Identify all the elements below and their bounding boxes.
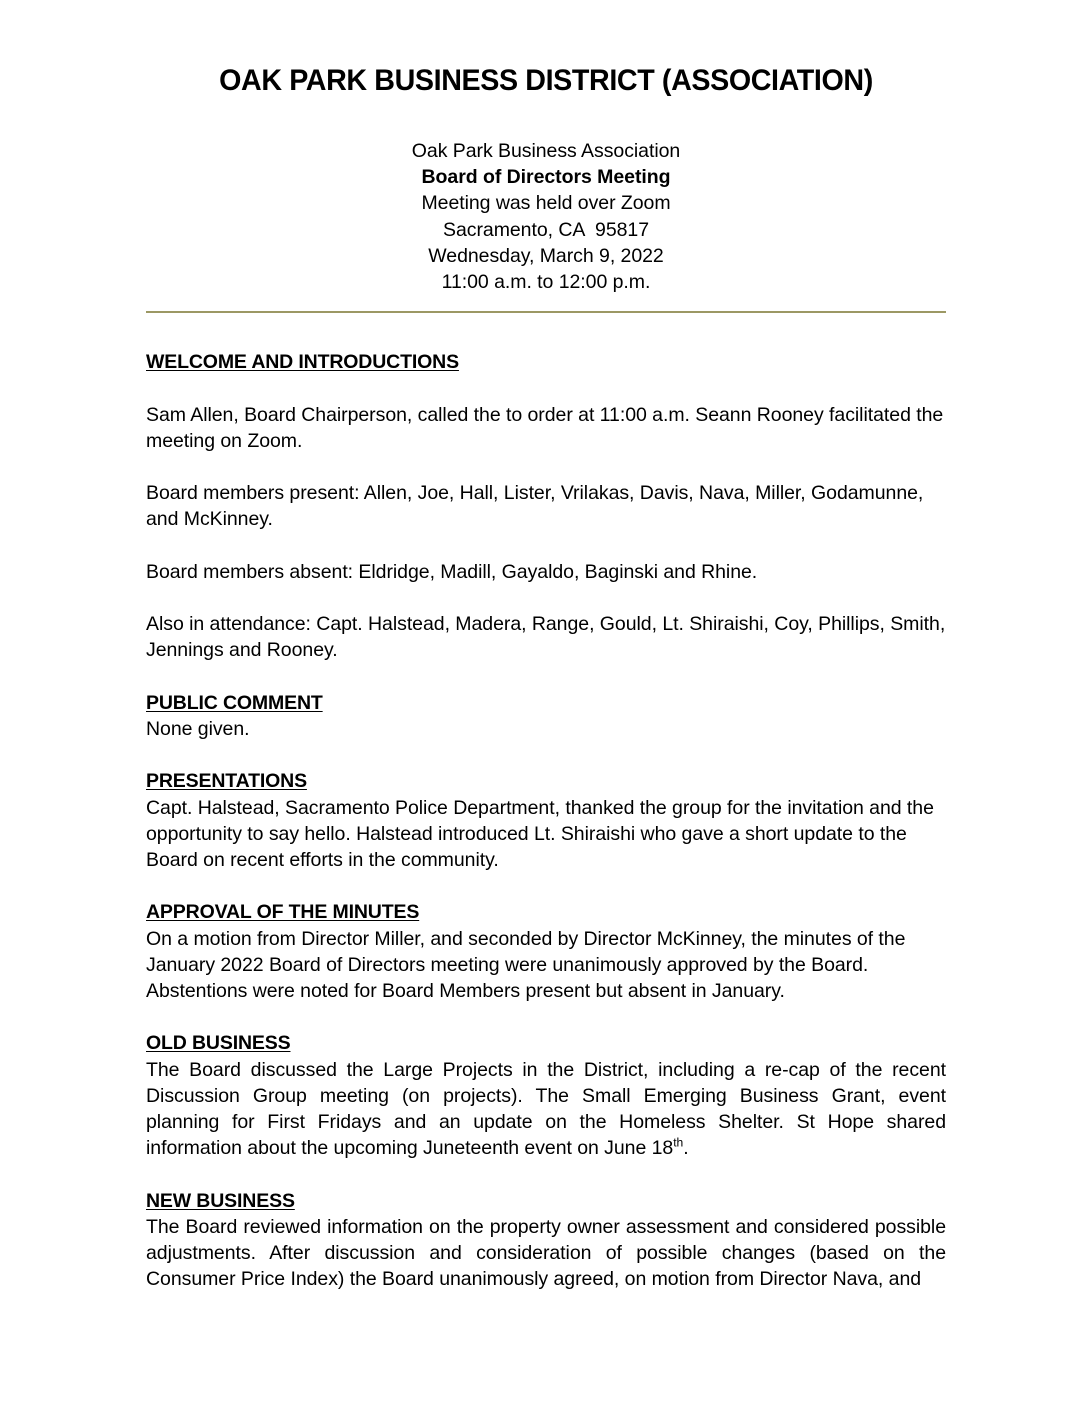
section-heading-public-comment: PUBLIC COMMENT [146, 691, 323, 714]
old-business-text-main: The Board discussed the Large Projects in the District, including a re-cap of the recent Discussion Group meeting (on projects). The Small Emerging Business Grant, event planning for First Fridays and an update on the Homeless Shelter. St Hope shared information about the upcoming Juneteenth event on June 18 [146, 1058, 946, 1160]
spacer [146, 1161, 946, 1187]
welcome-paragraph-also-in-attendance: Also in attendance: Capt. Halstead, Madera, Range, Gould, Lt. Shiraishi, Coy, Phillips, Smith, Jennings and Rooney. [146, 613, 946, 662]
approval-paragraph: On a motion from Director Miller, and seconded by Director McKinney, the minutes of the January 2022 Board of Directors meeting were unanimously approved by the Board. Abstentions were noted for Board Members present but absent in January. [146, 927, 906, 1002]
section-public-comment [146, 690, 946, 742]
spacer [146, 742, 946, 768]
old-business-ordinal-suffix: th [673, 1135, 684, 1150]
section-welcome-and-introductions [146, 349, 946, 663]
new-business-paragraph: The Board reviewed information on the property owner assessment and considered possible adjustments. After discussion and consideration of possible changes (based on the Consumer Price Index) the Board unanimously agreed, on motion from Director Nava, and [146, 1215, 946, 1291]
section-heading-approval: APPROVAL OF THE MINUTES [146, 901, 420, 924]
spacer [146, 664, 946, 690]
header-line-city-state-zip: Sacramento, CA 95817 [443, 218, 649, 241]
presentations-paragraph: Capt. Halstead, Sacramento Police Department, thanked the group for the invitation and the opportunity to say hello. Halstead introduced Lt. Shiraishi who gave a short update to the Board on recent efforts in the community. [146, 796, 934, 871]
section-heading-welcome: WELCOME AND INTRODUCTIONS [146, 351, 459, 374]
public-comment-paragraph: None given. [146, 717, 250, 740]
page-title: OAK PARK BUSINESS DISTRICT (ASSOCIATION) [219, 64, 873, 97]
section-heading-presentations: PRESENTATIONS [146, 770, 307, 793]
header-divider-rule [146, 311, 946, 313]
spacer [146, 454, 946, 480]
section-heading-new-business: NEW BUSINESS [146, 1189, 295, 1212]
welcome-paragraph-members-present: Board members present: Allen, Joe, Hall, Lister, Vrilakas, Davis, Nava, Miller, Godamunne, and McKinney. [146, 482, 924, 531]
spacer [146, 585, 946, 611]
header-line-meeting-type: Board of Directors Meeting [421, 166, 671, 189]
old-business-paragraph [146, 1057, 946, 1162]
header-line-location-mode: Meeting was held over Zoom [421, 192, 671, 215]
section-heading-old-business: OLD BUSINESS [146, 1032, 291, 1055]
section-presentations [146, 768, 946, 873]
document-body [146, 349, 946, 1292]
old-business-text-end: . [683, 1137, 689, 1160]
section-approval-of-the-minutes [146, 899, 946, 1004]
welcome-paragraph-call-to-order: Sam Allen, Board Chairperson, called the to order at 11:00 a.m. Seann Rooney facilitated the meeting on Zoom. [146, 403, 944, 452]
meeting-header-block [146, 138, 946, 295]
spacer [146, 375, 946, 401]
header-line-organization: Oak Park Business Association [411, 140, 681, 162]
section-new-business [146, 1188, 946, 1293]
section-old-business [146, 1030, 946, 1161]
header-line-date: Wednesday, March 9, 2022 [428, 244, 664, 267]
welcome-paragraph-members-absent: Board members absent: Eldridge, Madill, Gayaldo, Baginski and Rhine. [146, 560, 758, 583]
document-content [146, 0, 946, 1292]
spacer [146, 873, 946, 899]
spacer [146, 533, 946, 559]
header-line-time: 11:00 a.m. to 12:00 p.m. [441, 271, 651, 294]
spacer [146, 1004, 946, 1030]
